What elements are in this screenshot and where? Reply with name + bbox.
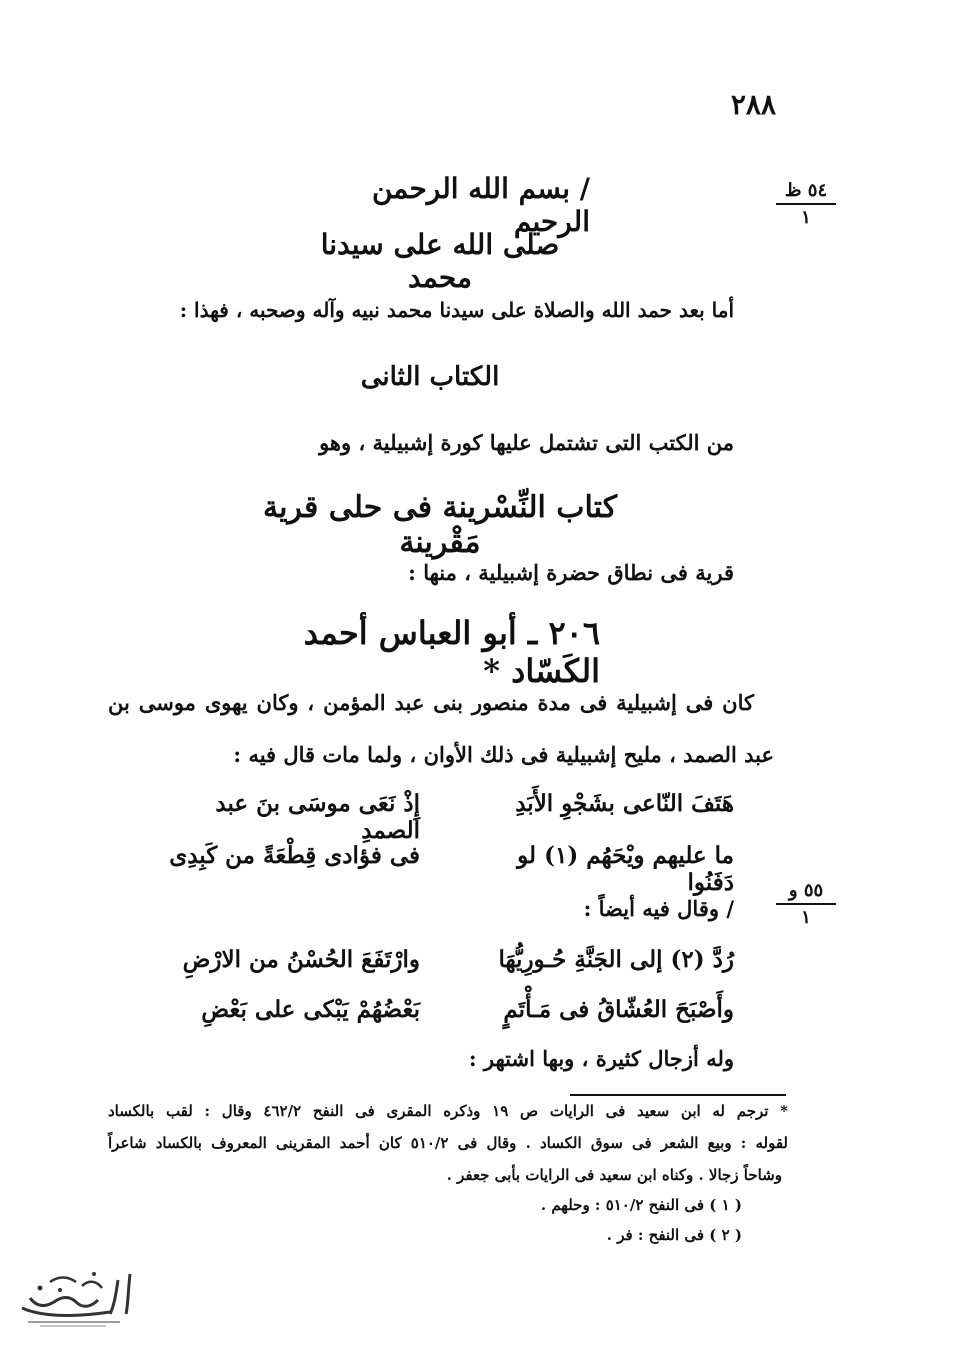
page-number: ٢٨٨ — [730, 88, 776, 121]
village-line: قرية فى نطاق حضرة إشبيلية ، منها : — [408, 560, 734, 585]
verse-line — [150, 842, 734, 896]
margin-folio-ref: ٥٥ و — [776, 880, 836, 905]
margin-folio-note — [776, 880, 836, 928]
book-heading: الكتاب الثانى — [360, 362, 500, 392]
footnote-star-line: لقوله : وبيع الشعر فى سوق الكساد . وقال فى ٥١٠/٢ كان أحمد المقرينى المعروف بالكساد شاعراً — [108, 1134, 788, 1152]
intro-line: أما بعد حمد الله والصلاة على سيدنا محمد نبيه وآله وصحبه ، فهذا : — [179, 298, 734, 322]
basmala: / بسم الله الرحمن الرحيم — [371, 172, 590, 238]
margin-folio-sub: ١ — [801, 207, 811, 228]
zajal-line: وله أزجال كثيرة ، وبها اشتهر : — [468, 1046, 734, 1071]
salawat-line: صلى الله على سيدنا محمد — [320, 228, 560, 294]
verse-second-hemistich: إِذْ نَعَى موسَى بنَ عبد الصمدِ — [215, 790, 420, 844]
verse-line — [150, 790, 734, 844]
entry-heading: ٢٠٦ ـ أبو العباس أحمد الكَسّاد * — [303, 614, 600, 690]
book-title: كتاب النِّسْرينة فى حلى قرية مَقْرينة — [263, 490, 617, 560]
verse-first-hemistich: ما عليهم ويْحَهُم (١) لو دَفَنُوا — [517, 842, 734, 896]
paragraph-line: كان فى إشبيلية فى مدة منصور بنى عبد المؤمن ، وكان يهوى موسى بن — [108, 690, 754, 715]
footnote-star-line: وشاحاً زجالا . وكناه ابن سعيد فى الرايات بأبى جعفر . — [446, 1166, 782, 1184]
verse-first-hemistich: رُدَّ (٢) إلى الجَنَّةِ حُـورِيُّهَا — [498, 946, 734, 973]
paragraph-line: عبد الصمد ، مليح إشبيلية فى ذلك الأوان ، ولما مات قال فيه : — [233, 742, 774, 767]
verse-first-hemistich: وأَصْبَحَ العُشّاقُ فى مَـأْتَمٍ — [503, 996, 734, 1023]
margin-folio-note — [776, 180, 836, 228]
book-description: من الكتب التى تشتمل عليها كورة إشبيلية ، وهو — [319, 430, 734, 455]
footnote-divider — [570, 1094, 786, 1096]
footnote-1: ( ١ ) فى النفح ٥١٠/٢ : وحلهم . — [540, 1196, 742, 1214]
footnote-2: ( ٢ ) فى النفح : فر . — [606, 1226, 742, 1244]
margin-folio-ref: ٥٤ ظ — [776, 180, 836, 205]
verse-second-hemistich: فى فؤادى قِطْعَةً من كَبِدِى — [169, 842, 420, 869]
verse-line — [150, 996, 734, 1032]
verse-first-hemistich: هَتَفَ النّاعى بشَجْوِ الأَبَدِ — [515, 790, 734, 817]
verse-line — [150, 946, 734, 982]
margin-folio-sub: ١ — [801, 907, 811, 928]
verse-second-hemistich: بَعْضُهُمْ يَبْكى على بَعْضِ — [201, 996, 420, 1023]
watermark-logo-graphic — [10, 1262, 140, 1332]
footnote-star-line: * ترجم له ابن سعيد فى الرايات ص ١٩ وذكره المقرى فى النفح ٤٦٢/٢ وقال : لقب بالكساد — [108, 1102, 788, 1120]
verse-second-hemistich: وارْتَفَعَ الحُسْنُ من الارْضِ — [182, 946, 420, 973]
watermark-logo — [10, 1262, 140, 1332]
said-also-line: / وقال فيه أيضاً : — [583, 896, 734, 921]
